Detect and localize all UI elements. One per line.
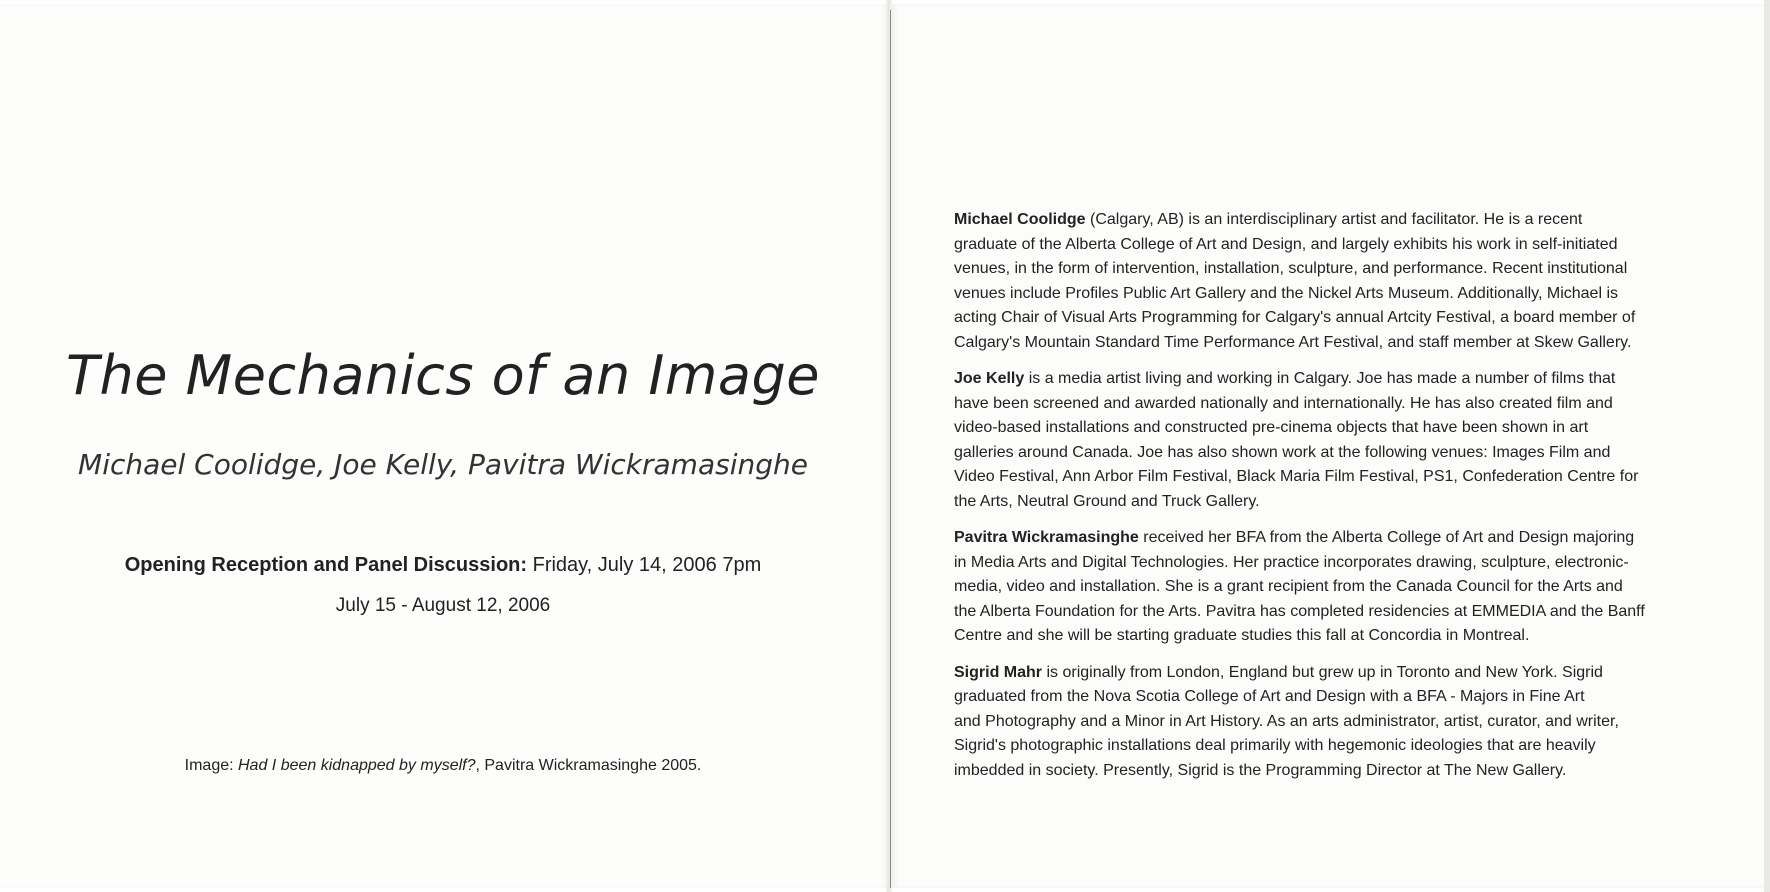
credit-suffix: , Pavitra Wickramasinghe 2005. bbox=[475, 757, 702, 774]
bio-line: Calgary's Mountain Standard Time Performance Art Festival, and staff member at Skew Gallery. bbox=[954, 333, 1632, 351]
bio-line: venues, in the form of intervention, installation, sculpture, and performance. Recent institutional bbox=[954, 260, 1628, 277]
bio-line: the Alberta Foundation for the Arts. Pavitra has completed residencies at EMMEDIA and the Banff bbox=[954, 602, 1645, 620]
bio-line: venues include Profiles Public Art Gallery and the Nickel Arts Museum. Additionally, Michael is bbox=[954, 284, 1619, 302]
bio-line: acting Chair of Visual Arts Programming for Calgary's annual Artcity Festival, a board member of bbox=[954, 309, 1636, 326]
opening-label: Opening Reception and Panel Discussion: bbox=[124, 554, 528, 576]
bio-line: Video Festival, Ann Arbor Film Festival, Black Maria Film Festival, PS1, Confederation Centre for bbox=[954, 468, 1639, 485]
bio-line: media, video and installation. She is a grant recipient from the Canada Council for the Arts and bbox=[954, 578, 1623, 595]
credit-work-title: Had I been kidnapped by myself? bbox=[238, 757, 476, 774]
left-page bbox=[0, 4, 886, 888]
bio-line: Sigrid's photographic installations deal primarily with hegemonic ideologies that are heavily bbox=[954, 737, 1596, 754]
bio-name: Michael Coolidge bbox=[954, 211, 1086, 228]
fold-line bbox=[890, 10, 891, 888]
exhibition-dates: July 15 - August 12, 2006 bbox=[335, 595, 551, 616]
bio-line: Centre and she will be starting graduate studies this fall at Concordia in Montreal. bbox=[954, 627, 1530, 644]
artist-names: Michael Coolidge, Joe Kelly, Pavitra Wickramasinghe bbox=[78, 448, 808, 481]
artist-bios bbox=[954, 208, 1694, 795]
bio-sigrid-mahr bbox=[954, 661, 1694, 784]
bio-name: Joe Kelly bbox=[954, 370, 1025, 387]
bio-line: and Photography and a Minor in Art History. As an arts administrator, artist, curator, and writer, bbox=[954, 712, 1619, 730]
bio-line: received her BFA from the Alberta College of Art and Design majoring bbox=[1138, 529, 1635, 546]
bio-line: (Calgary, AB) is an interdisciplinary artist and facilitator. He is a recent bbox=[1085, 211, 1583, 228]
bio-pavitra-wickramasinghe bbox=[954, 526, 1694, 649]
page-edge bbox=[1764, 0, 1770, 892]
exhibition-title: The Mechanics of an Image bbox=[66, 344, 820, 407]
bio-line: imbedded in society. Presently, Sigrid is the Programming Director at The New Gallery. bbox=[954, 761, 1567, 779]
bio-name: Pavitra Wickramasinghe bbox=[954, 529, 1139, 546]
bio-joe-kelly bbox=[954, 367, 1694, 514]
bio-line: is a media artist living and working in Calgary. Joe has made a number of films that bbox=[1024, 370, 1616, 387]
bio-name: Sigrid Mahr bbox=[954, 663, 1043, 681]
bio-michael-coolidge bbox=[954, 208, 1694, 355]
bio-line: graduate of the Alberta College of Art and Design, and largely exhibits his work in self-initiated bbox=[954, 235, 1618, 253]
credit-prefix: Image: bbox=[184, 757, 238, 774]
bio-line: in Media Arts and Digital Technologies. Her practice incorporates drawing, sculpture, electronic- bbox=[954, 553, 1629, 571]
image-credit bbox=[0, 757, 886, 775]
opening-reception bbox=[0, 554, 886, 577]
bio-line: the Arts, Neutral Ground and Truck Gallery. bbox=[954, 492, 1260, 510]
bio-line: have been screened and awarded nationally and internationally. He has also created film and bbox=[954, 394, 1613, 412]
bio-line: is originally from London, England but grew up in Toronto and New York. Sigrid bbox=[1042, 663, 1603, 681]
opening-datetime: Friday, July 14, 2006 7pm bbox=[527, 554, 762, 576]
bio-line: graduated from the Nova Scotia College of Art and Design with a BFA - Majors in Fine Art bbox=[954, 688, 1585, 705]
bio-line: video-based installations and constructed pre-cinema objects that have been shown in art bbox=[954, 419, 1589, 436]
bio-line: galleries around Canada. Joe has also shown work at the following venues: Images Film and bbox=[954, 443, 1611, 461]
